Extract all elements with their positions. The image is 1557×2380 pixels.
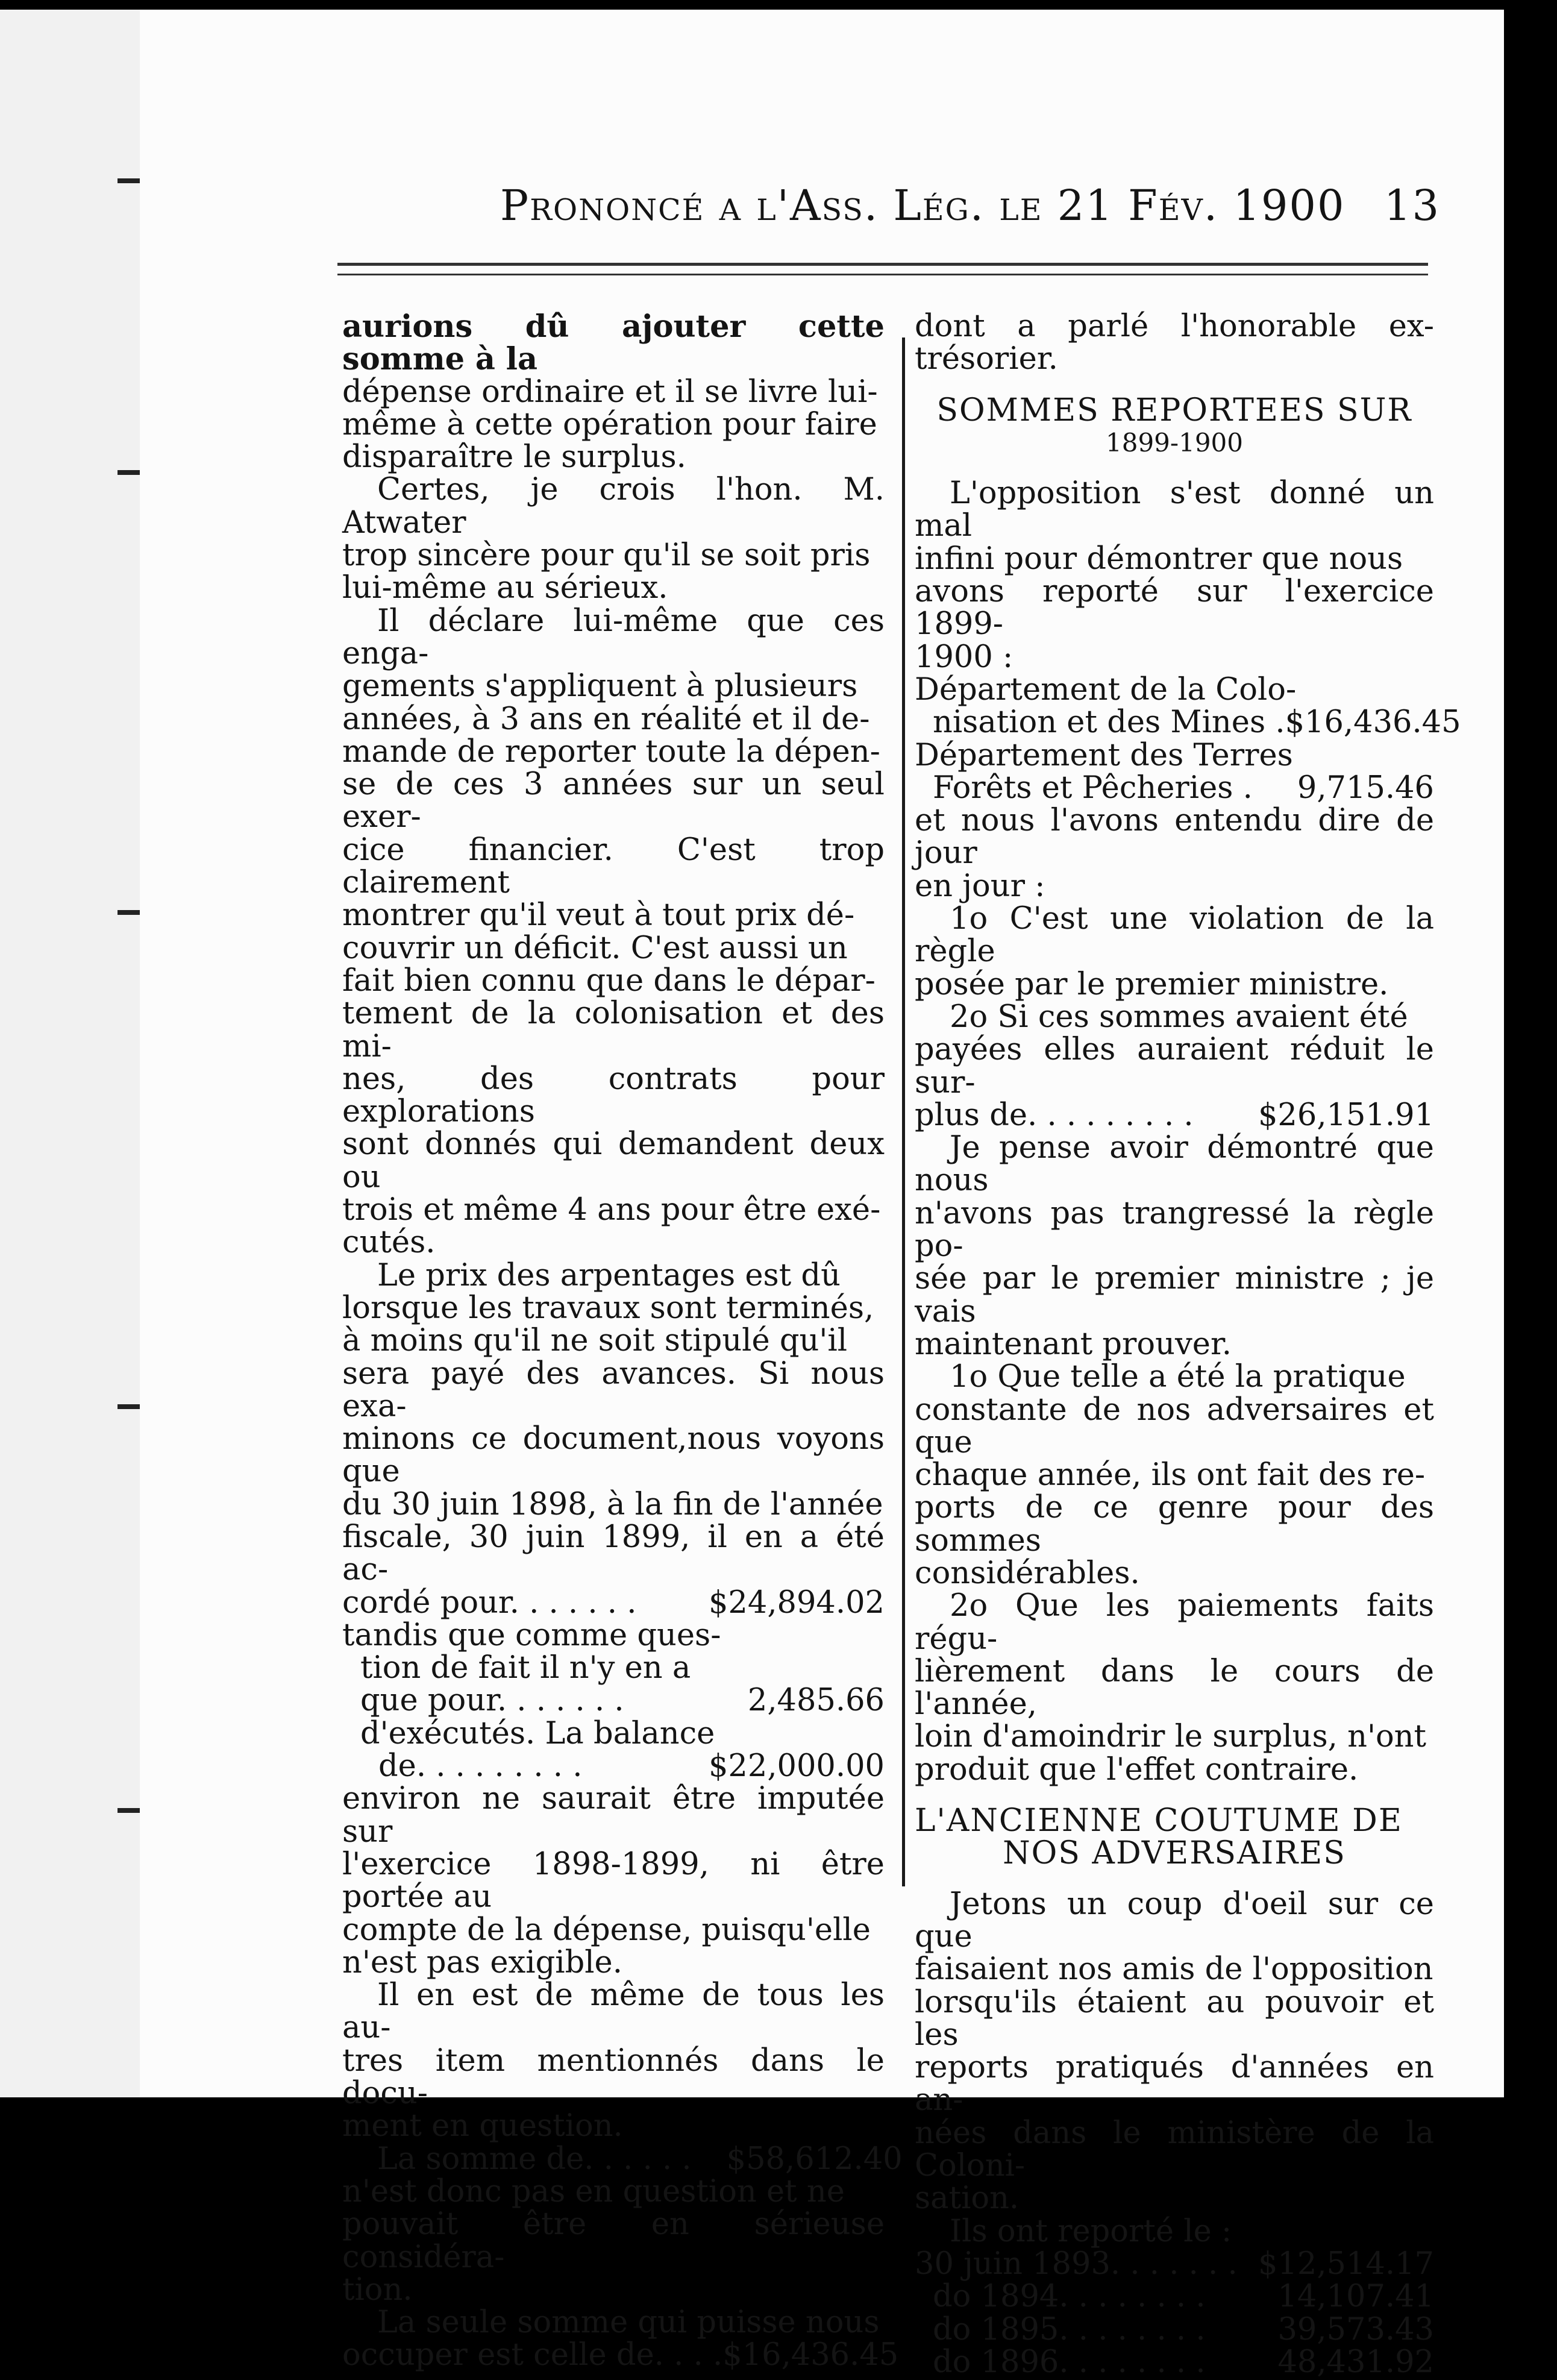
- paragraph: [915, 1888, 1434, 2215]
- amount-line: [342, 2337, 899, 2373]
- amount-line: [342, 1584, 885, 1621]
- text-line: environ ne saurait être imputée sur: [342, 1781, 885, 1850]
- paragraph: [915, 477, 1434, 674]
- text-line: mande de reporter toute la dépen-: [342, 733, 880, 770]
- text-line: produit que l'effet contraire.: [915, 1751, 1359, 1788]
- column-divider: [902, 338, 905, 1886]
- paragraph: [342, 2141, 903, 2308]
- text-line: tandis que comme ques-: [342, 1617, 721, 1653]
- text-line: lorsque les travaux sont terminés,: [342, 1290, 874, 1326]
- text-line: 2o Si ces sommes avaient été: [950, 999, 1408, 1035]
- text-line: tion.: [342, 2272, 413, 2308]
- text-line: payées elles auraient réduit le sur-: [915, 1032, 1434, 1101]
- amount-value: $58,612.40: [726, 2141, 903, 2177]
- text-line: d'exécutés. La balance: [360, 1715, 715, 1751]
- amount-line: [915, 772, 1434, 805]
- paragraph: [342, 1257, 885, 1980]
- gutter-mark: [117, 1808, 142, 1813]
- text-line: reports pratiqués d'années en an-: [915, 2050, 1434, 2118]
- text-line: chaque année, ils ont fait des re-: [915, 1457, 1426, 1493]
- paragraph: [915, 671, 1461, 806]
- text-line: années, à 3 ans en réalité et il de-: [342, 701, 870, 737]
- text-line: couvrir un déficit. C'est aussi un: [342, 930, 848, 966]
- text-line: et nous l'avons entendu dire de jour: [915, 803, 1434, 871]
- amount-line: [342, 1750, 885, 1783]
- table-row: [915, 2281, 1434, 2313]
- text-line: se de ces 3 années sur un seul exer-: [342, 767, 885, 835]
- amount-label: plus de. . . . . . . . .: [915, 1097, 1194, 1133]
- text-line: Département des Terres: [915, 737, 1293, 773]
- text-line: même à cette opération pour faire: [342, 406, 877, 442]
- section-heading: NOS ADVERSAIRES: [1003, 1835, 1346, 1872]
- paragraph: [915, 903, 1434, 1001]
- text-line: l'exercice 1898-1899, ni être portée au: [342, 1846, 885, 1915]
- text-line: infini pour démontrer que nous: [915, 541, 1403, 577]
- table-row: [915, 2248, 1434, 2281]
- report-table: [915, 2248, 1434, 2379]
- text-line: loin d'amoindrir le surplus, n'ont: [915, 1719, 1427, 1755]
- amount-label: de. . . . . . . . .: [378, 1748, 583, 1785]
- amount-value: 9,715.46: [1297, 770, 1434, 806]
- text-line: aurions dû ajouter cette somme à la: [342, 309, 885, 378]
- text-line: dont a parlé l'honorable ex-trésorier.: [915, 309, 1434, 377]
- amount-label: Forêts et Pêcheries .: [933, 770, 1253, 806]
- right-column: [915, 309, 1461, 2380]
- text-line: Jetons un coup d'oeil sur ce que: [915, 1886, 1434, 1955]
- text-line: Le prix des arpentages est dû: [377, 1257, 841, 1293]
- text-line: lorsqu'ils étaient au pouvoir et les: [915, 1984, 1434, 2053]
- text-line: en jour :: [915, 868, 1045, 904]
- row-label: 30 juin 1893. . . . . . .: [915, 2246, 1238, 2282]
- text-line: compte de la dépense, puisqu'elle: [342, 1912, 871, 1948]
- row-amount: 48,431.92: [1277, 2344, 1434, 2380]
- text-line: lièrement dans le cours de l'année,: [915, 1653, 1434, 1722]
- text-line: posée par le premier ministre.: [915, 966, 1389, 1002]
- amount-line: [915, 705, 1461, 741]
- text-line: nées dans le ministère de la Coloni-: [915, 2115, 1434, 2184]
- row-amount: 14,107.41: [1277, 2279, 1434, 2315]
- gutter-mark: [117, 470, 142, 475]
- amount-value: $24,894.02: [708, 1584, 885, 1621]
- text-line: fiscale, 30 juin 1899, il en a été ac-: [342, 1519, 885, 1588]
- text-line: 1o C'est une violation de la règle: [915, 901, 1434, 970]
- paragraph: [915, 1361, 1434, 1590]
- text-line: à moins qu'il ne soit stipulé qu'il: [342, 1323, 848, 1359]
- text-line: La seule somme qui puisse nous: [377, 2305, 880, 2341]
- amount-label: que pour. . . . . . .: [360, 1683, 624, 1719]
- amount-value: 2,485.66: [747, 1683, 885, 1719]
- text-line: pouvait être en sérieuse considéra-: [342, 2206, 885, 2275]
- gutter-mark: [117, 910, 142, 915]
- text-line: Je pense avoir démontré que nous: [915, 1130, 1434, 1199]
- row-label: do 1894. . . . . . . .: [933, 2279, 1206, 2315]
- text-line: n'est pas exigible.: [342, 1944, 622, 1980]
- text-line: trop sincère pour qu'il se soit pris: [342, 538, 871, 574]
- text-line: lui-même au sérieux.: [342, 570, 668, 606]
- text-line: 2o Que les paiements faits régu-: [915, 1588, 1434, 1657]
- amount-value: $16,436.45: [1285, 705, 1461, 741]
- text-line: minons ce document,nous voyons que: [342, 1421, 885, 1490]
- section-heading: L'ANCIENNE COUTUME DE: [915, 1803, 1403, 1839]
- text-line: du 30 juin 1898, à la fin de l'année: [342, 1486, 883, 1522]
- table-row: [915, 2311, 1434, 2347]
- text-line: sont donnés qui demandent deux ou: [342, 1126, 885, 1195]
- header-rule: [337, 263, 1428, 266]
- text-line: cice financier. C'est trop clairement: [342, 832, 885, 901]
- amount-label: La somme de. . . . . .: [377, 2141, 692, 2177]
- text-line: trois et même 4 ans pour être exé-: [342, 1192, 881, 1228]
- amount-value: $16,436.45: [722, 2337, 899, 2373]
- text-line: Certes, je crois l'hon. M. Atwater: [342, 472, 885, 541]
- amount-value: $22,000.00: [708, 1748, 885, 1785]
- text-line: constante de nos adversaires et que: [915, 1392, 1434, 1460]
- amount-label: occuper est celle de. . . .: [342, 2337, 723, 2373]
- row-label: do 1895. . . . . . . .: [933, 2311, 1206, 2347]
- text-line: ment en question.: [342, 2108, 623, 2144]
- text-line: n'avons pas trangressé la règle po-: [915, 1195, 1434, 1264]
- paragraph: [342, 474, 885, 604]
- amount-line: [915, 1099, 1434, 1132]
- paragraph: [915, 805, 1434, 903]
- amount-line: [342, 2141, 903, 2177]
- header-rule: [337, 274, 1428, 275]
- text-line: avons reporté sur l'exercice 1899-: [915, 574, 1434, 642]
- text-line: Département de la Colo-: [915, 671, 1297, 708]
- amount-value: $26,151.91: [1258, 1097, 1434, 1133]
- text-line: sée par le premier ministre ; je vais: [915, 1261, 1434, 1330]
- text-line: Il en est de même de tous les au-: [342, 1977, 885, 2046]
- text-line: considérables.: [915, 1555, 1140, 1591]
- text-line: ports de ce genre pour des sommes: [915, 1490, 1434, 1559]
- text-line: Il déclare lui-même que ces enga-: [342, 603, 885, 671]
- paragraph: [915, 1132, 1434, 1361]
- paragraph: [915, 1001, 1434, 1132]
- binding-gutter: [0, 10, 140, 2097]
- text-line: tres item mentionnés dans le docu-: [342, 2042, 885, 2112]
- text-line: nes, des contrats pour explorations: [342, 1061, 885, 1130]
- text-line: maintenant prouver.: [915, 1326, 1232, 1362]
- running-header: [500, 181, 1440, 253]
- amount-label: nisation et des Mines .: [933, 705, 1285, 741]
- text-line: fait bien connu que dans le dépar-: [342, 962, 876, 999]
- text-line: dépense ordinaire et il se livre lui-: [342, 374, 878, 410]
- amount-line: [342, 1685, 885, 1717]
- text-line: Ils ont reporté le :: [950, 2213, 1232, 2249]
- paragraph: [915, 1590, 1434, 1786]
- text-line: tement de la colonisation et des mi-: [342, 996, 885, 1064]
- running-title: Prononcé a l'Ass. Lég. le 21 Fév. 1900: [500, 181, 1346, 230]
- text-line: disparaître le surplus.: [342, 439, 686, 476]
- text-line: gements s'appliquent à plusieurs: [342, 668, 858, 705]
- left-column: [342, 309, 903, 2373]
- gutter-mark: [117, 178, 142, 183]
- section-heading: SOMMES REPORTEES SUR: [936, 392, 1412, 429]
- page-number: 13: [1383, 181, 1440, 230]
- text-line: 1o Que telle a été la pratique: [950, 1359, 1406, 1395]
- text-line: 1900 :: [915, 639, 1013, 675]
- amount-label: cordé pour. . . . . . .: [342, 1584, 637, 1621]
- section-subheading: 1899-1900: [1106, 427, 1243, 457]
- row-amount: $12,514.17: [1258, 2246, 1434, 2282]
- paragraph: [342, 605, 885, 1260]
- row-label: do 1896. . . . . . . .: [933, 2344, 1206, 2380]
- gutter-mark: [117, 1404, 142, 1409]
- text-line: faisaient nos amis de l'opposition: [915, 1951, 1433, 1988]
- text-line: montrer qu'il veut à tout prix dé-: [342, 897, 855, 934]
- paragraph: [342, 2305, 899, 2373]
- text-line: n'est donc pas en question et ne: [342, 2173, 845, 2209]
- table-row: [915, 2346, 1434, 2379]
- paragraph: [342, 310, 885, 474]
- text-line: sera payé des avances. Si nous exa-: [342, 1355, 885, 1424]
- text-line: tion de fait il n'y en a: [360, 1650, 691, 1686]
- row-amount: 39,573.43: [1277, 2311, 1434, 2347]
- text-line: L'opposition s'est donné un mal: [915, 476, 1434, 544]
- text-line: sation.: [915, 2181, 1020, 2217]
- paragraph: [342, 1979, 885, 2143]
- text-line: cutés.: [342, 1225, 436, 1261]
